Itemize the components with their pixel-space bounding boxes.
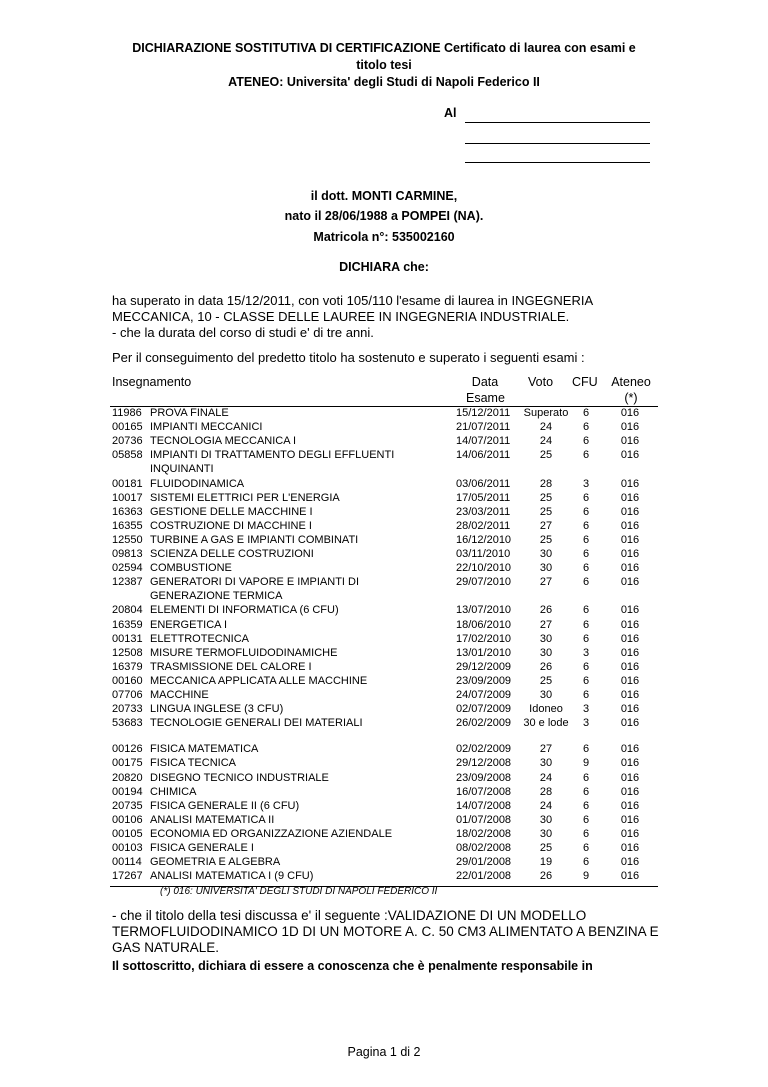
exam-voto: 28	[539, 477, 553, 490]
exam-code: 16379	[112, 660, 143, 673]
exam-cfu: 6	[582, 533, 590, 546]
table-row	[112, 448, 657, 462]
exam-date: 29/12/2008	[456, 757, 512, 770]
exam-code: 00160	[112, 674, 143, 687]
exam-name: ECONOMIA ED ORGANIZZAZIONE AZIENDALE	[150, 827, 393, 840]
col-cfu: CFU	[572, 375, 598, 389]
exam-voto: Idoneo	[529, 703, 563, 716]
exam-date: 22/01/2008	[456, 870, 512, 883]
exam-voto: 19	[539, 856, 553, 869]
recipient-line-1	[465, 122, 650, 123]
exam-voto: 30	[539, 548, 553, 560]
exam-ateneo: 016	[620, 562, 640, 575]
exam-ateneo: 016	[620, 435, 640, 448]
exam-name: FISICA TECNICA	[150, 757, 236, 770]
table-row	[112, 716, 657, 730]
exam-code: 12387	[112, 576, 143, 589]
exam-voto: 27	[539, 576, 553, 589]
exam-code: 20736	[112, 435, 143, 448]
exam-code: 00194	[112, 785, 143, 798]
exam-cfu: 6	[582, 674, 590, 687]
exam-cfu: 6	[582, 519, 590, 532]
exam-ateneo: 016	[620, 757, 640, 770]
table-row	[112, 660, 657, 674]
thesis-line-3: GAS NATURALE.	[112, 940, 220, 955]
recipient-line-3	[465, 162, 650, 163]
intro-paragraph	[112, 293, 672, 341]
table-row	[112, 799, 657, 813]
exam-name: TECNOLOGIA MECCANICA I	[150, 435, 297, 448]
exam-code: 00181	[112, 477, 143, 490]
exam-code: 17267	[112, 870, 143, 883]
exam-cfu: 3	[582, 717, 590, 730]
exam-voto: Superato	[523, 407, 569, 419]
table-row	[112, 869, 657, 883]
exam-date: 28/02/2011	[456, 519, 511, 532]
exam-code: 12508	[112, 646, 143, 659]
exam-name: GEOMETRIA E ALGEBRA	[150, 856, 281, 869]
exam-name: ELETTROTECNICA	[150, 632, 250, 645]
exam-date: 23/09/2008	[456, 771, 512, 784]
table-row	[112, 674, 657, 688]
exam-ateneo: 016	[620, 491, 640, 504]
exam-code: 00175	[112, 757, 143, 770]
intro-line-4: Per il conseguimento del predetto titolo ha sostenuto e superato i seguenti esami :	[112, 350, 585, 365]
exam-code: 16355	[112, 519, 143, 532]
thesis-line-2: TERMOFLUIDODINAMICO 1D DI UN MOTORE A. C. 50 CM3 ALIMENTATO A BENZINA E	[112, 924, 659, 939]
exam-code: 12550	[112, 533, 143, 546]
table-row	[112, 491, 657, 505]
exam-code: 20804	[112, 604, 143, 617]
exam-voto: 25	[539, 674, 553, 687]
exam-voto: 27	[539, 519, 553, 532]
exam-code: 09813	[112, 548, 143, 560]
exam-ateneo: 016	[620, 618, 640, 631]
title-line-1: DICHIARAZIONE SOSTITUTIVA DI CERTIFICAZIONE Certificato di laurea con esami e	[132, 41, 636, 55]
exam-cfu: 6	[582, 604, 590, 617]
exam-cfu: 6	[582, 491, 590, 504]
exam-name: TECNOLOGIE GENERALI DEI MATERIALI	[150, 717, 363, 730]
intro-line-1: ha superato in data 15/12/2011, con voti 105/110 l'esame di laurea in INGEGNERIA	[112, 293, 594, 308]
exam-name: ANALISI MATEMATICA I (9 CFU)	[150, 870, 314, 883]
exam-code: 10017	[112, 491, 143, 504]
table-row	[112, 827, 657, 841]
table-row	[112, 632, 657, 646]
table-footnote: (*) 016: UNIVERSITA' DEGLI STUDI DI NAPOLI FEDERICO II	[160, 886, 438, 897]
exam-ateneo: 016	[620, 519, 640, 532]
exam-date: 13/01/2010	[456, 646, 512, 659]
exam-cfu: 6	[582, 618, 590, 631]
exam-ateneo: 016	[620, 407, 640, 419]
exam-name: TURBINE A GAS E IMPIANTI COMBINATI	[150, 533, 359, 546]
exam-voto: 24	[539, 799, 553, 812]
table-row	[112, 813, 657, 827]
exam-cfu: 6	[582, 689, 590, 701]
exam-code: 02594	[112, 562, 143, 575]
exam-cfu: 6	[582, 827, 590, 840]
col-data-line-1: Data	[471, 375, 499, 389]
exam-code: 20735	[112, 799, 143, 812]
table-row	[112, 742, 657, 756]
exam-date: 29/07/2010	[456, 576, 512, 589]
table-row	[112, 603, 657, 617]
exam-name: FISICA MATEMATICA	[150, 743, 259, 756]
exam-cfu: 6	[582, 407, 590, 419]
exam-ateneo: 016	[620, 449, 640, 462]
thesis-line-1: - che il titolo della tesi discussa e' il seguente :VALIDAZIONE DI UN MODELLO	[112, 908, 587, 923]
exam-voto: 30	[539, 813, 553, 826]
exam-name: SCIENZA DELLE COSTRUZIONI	[150, 548, 314, 560]
exam-name: GESTIONE DELLE MACCHINE I	[150, 505, 313, 518]
exam-cfu: 3	[582, 703, 590, 716]
exam-ateneo: 016	[620, 421, 640, 434]
thesis-paragraph	[112, 908, 672, 956]
exam-voto: 30	[539, 827, 553, 840]
exam-cfu: 6	[582, 743, 590, 756]
exam-name: COMBUSTIONE	[150, 562, 232, 575]
exam-name: IMPIANTI MECCANICI	[150, 421, 263, 434]
recipient-line-2	[465, 143, 650, 144]
exam-date: 21/07/2011	[456, 421, 511, 434]
exam-voto: 25	[539, 505, 553, 518]
col-ateneo-line-2: (*)	[624, 391, 638, 405]
exam-name: CHIMICA	[150, 785, 197, 798]
exam-cfu: 6	[582, 548, 590, 560]
exam-voto: 25	[539, 533, 553, 546]
exam-ateneo: 016	[620, 856, 640, 869]
exam-code: 00105	[112, 827, 143, 840]
exam-ateneo: 016	[620, 785, 640, 798]
exam-date: 18/02/2008	[456, 827, 512, 840]
exam-ateneo: 016	[620, 632, 640, 645]
exam-voto: 26	[539, 870, 553, 883]
col-insegnamento: Insegnamento	[112, 375, 192, 389]
exam-date: 23/03/2011	[456, 505, 511, 518]
declaration-line: Il sottoscritto, dichiara di essere a conoscenza che è penalmente responsabile in	[112, 959, 593, 973]
exam-name-continued: GENERAZIONE TERMICA	[150, 590, 283, 603]
exam-name: MACCHINE	[150, 689, 209, 701]
exam-date: 29/01/2008	[456, 856, 512, 869]
exam-name: LINGUA INGLESE (3 CFU)	[150, 703, 284, 716]
exam-cfu: 6	[582, 421, 590, 434]
exam-date: 08/02/2008	[456, 842, 512, 854]
table-row	[112, 646, 657, 660]
exam-date: 16/12/2010	[456, 533, 512, 546]
table-row	[112, 420, 657, 434]
table-row	[112, 575, 657, 589]
person-name: il dott. MONTI CARMINE,	[310, 189, 458, 203]
exam-name: IMPIANTI DI TRATTAMENTO DEGLI EFFLUENTI	[150, 449, 395, 462]
table-row	[112, 547, 657, 561]
exam-date: 15/12/2011	[456, 407, 511, 419]
exam-ateneo: 016	[620, 477, 640, 490]
exam-voto: 30	[539, 646, 553, 659]
exam-date: 03/11/2010	[456, 548, 511, 560]
exam-code: 16363	[112, 505, 143, 518]
exam-cfu: 6	[582, 632, 590, 645]
col-ateneo	[608, 374, 654, 406]
exam-cfu: 3	[582, 646, 590, 659]
exam-voto: 27	[539, 618, 553, 631]
exam-date: 02/07/2009	[456, 703, 512, 716]
exam-date: 16/07/2008	[456, 785, 512, 798]
exam-ateneo: 016	[620, 689, 640, 701]
exam-ateneo: 016	[620, 604, 640, 617]
exam-voto: 30	[539, 689, 553, 701]
table-row	[112, 533, 657, 547]
exam-name: FISICA GENERALE II (6 CFU)	[150, 799, 300, 812]
table-row	[112, 505, 657, 519]
exam-date: 14/06/2011	[456, 449, 511, 462]
exam-date: 02/02/2009	[456, 743, 512, 756]
exam-voto: 24	[539, 771, 553, 784]
intro-line-3: - che la durata del corso di studi e' di tre anni.	[112, 325, 374, 340]
table-row	[112, 702, 657, 716]
table-row	[112, 785, 657, 799]
exam-voto: 26	[539, 660, 553, 673]
exam-ateneo: 016	[620, 505, 640, 518]
exam-name: ENERGETICA I	[150, 618, 228, 631]
exam-code: 20733	[112, 703, 143, 716]
exam-ateneo: 016	[620, 799, 640, 812]
exam-voto: 25	[539, 491, 553, 504]
exam-code: 07706	[112, 689, 143, 701]
exam-name: TRASMISSIONE DEL CALORE I	[150, 660, 312, 673]
table-row	[112, 756, 657, 770]
exam-cfu: 6	[582, 660, 590, 673]
exam-name: ELEMENTI DI INFORMATICA (6 CFU)	[150, 604, 339, 617]
exam-voto: 30	[539, 757, 553, 770]
exam-name: PROVA FINALE	[150, 407, 229, 419]
exam-date: 13/07/2010	[456, 604, 512, 617]
exam-name: DISEGNO TECNICO INDUSTRIALE	[150, 771, 329, 784]
exam-voto: 30	[539, 632, 553, 645]
col-data	[466, 374, 504, 406]
exam-name-continued: INQUINANTI	[150, 463, 214, 476]
title-line-3: ATENEO: Universita' degli Studi di Napoli Federico II	[228, 75, 540, 89]
col-data-line-2: Esame	[466, 391, 505, 405]
person-birth: nato il 28/06/1988 a POMPEI (NA).	[284, 209, 484, 223]
table-row	[112, 618, 657, 632]
exam-code: 00165	[112, 421, 143, 434]
table-row	[112, 434, 657, 448]
exam-voto: 24	[539, 421, 553, 434]
exam-ateneo: 016	[620, 870, 640, 883]
exam-voto: 30 e lode	[523, 717, 569, 730]
exam-ateneo: 016	[620, 576, 640, 589]
exam-cfu: 6	[582, 856, 590, 869]
exam-date: 14/07/2011	[456, 435, 511, 448]
exam-cfu: 3	[582, 477, 590, 490]
intro-line-2: MECCANICA, 10 - CLASSE DELLE LAUREE IN INGEGNERIA INDUSTRIALE.	[112, 309, 570, 324]
exam-voto: 25	[539, 449, 553, 462]
exam-ateneo: 016	[620, 771, 640, 784]
exam-ateneo: 016	[620, 674, 640, 687]
exam-ateneo: 016	[620, 842, 640, 854]
exam-voto: 26	[539, 604, 553, 617]
exam-date: 17/05/2011	[456, 491, 511, 504]
exam-cfu: 6	[582, 435, 590, 448]
exam-name: FLUIDODINAMICA	[150, 477, 245, 490]
exam-name: FISICA GENERALE I	[150, 842, 254, 854]
exam-code: 00103	[112, 842, 143, 854]
col-ateneo-line-1: Ateneo	[611, 375, 651, 389]
document-title	[110, 40, 658, 91]
exam-cfu: 6	[582, 449, 590, 462]
exam-date: 18/06/2010	[456, 618, 512, 631]
col-voto: Voto	[528, 375, 554, 389]
person-matricola: Matricola n°: 535002160	[313, 230, 455, 244]
exam-cfu: 6	[582, 813, 590, 826]
exam-name: GENERATORI DI VAPORE E IMPIANTI DI	[150, 576, 360, 589]
exam-ateneo: 016	[620, 717, 640, 730]
table-row	[112, 406, 657, 420]
exam-code: 16359	[112, 618, 143, 631]
table-row	[112, 477, 657, 491]
exam-date: 01/07/2008	[456, 813, 512, 826]
exam-ateneo: 016	[620, 660, 640, 673]
exam-ateneo: 016	[620, 703, 640, 716]
exam-ateneo: 016	[620, 743, 640, 756]
exam-code: 20820	[112, 771, 143, 784]
exam-code: 53683	[112, 717, 143, 730]
table-row	[112, 688, 657, 702]
exam-name: MISURE TERMOFLUIDODINAMICHE	[150, 646, 338, 659]
exam-date: 17/02/2010	[456, 632, 512, 645]
exam-name: SISTEMI ELETTRICI PER L'ENERGIA	[150, 491, 340, 504]
declares-heading: DICHIARA che:	[339, 260, 429, 274]
exam-date: 26/02/2009	[456, 717, 512, 730]
exam-cfu: 9	[582, 757, 590, 770]
exam-code: 00126	[112, 743, 143, 756]
exam-date: 29/12/2009	[456, 660, 512, 673]
exam-cfu: 6	[582, 505, 590, 518]
exam-cfu: 6	[582, 562, 590, 575]
exam-date: 22/10/2010	[456, 562, 512, 575]
exam-cfu: 6	[582, 771, 590, 784]
exam-code: 00106	[112, 813, 143, 826]
exam-cfu: 9	[582, 870, 590, 883]
exam-name: MECCANICA APPLICATA ALLE MACCHINE	[150, 674, 368, 687]
exam-voto: 24	[539, 435, 553, 448]
exam-ateneo: 016	[620, 813, 640, 826]
exam-cfu: 6	[582, 785, 590, 798]
exam-date: 03/06/2011	[456, 477, 511, 490]
exam-ateneo: 016	[620, 533, 640, 546]
exam-cfu: 6	[582, 842, 590, 854]
page-number: Pagina 1 di 2	[347, 1045, 421, 1059]
exam-name: COSTRUZIONE DI MACCHINE I	[150, 519, 312, 532]
exam-voto: 27	[539, 743, 553, 756]
recipient-label: Al	[444, 106, 457, 120]
table-row	[112, 771, 657, 785]
exam-ateneo: 016	[620, 548, 640, 560]
exam-ateneo: 016	[620, 646, 640, 659]
exam-code: 11986	[112, 407, 142, 419]
exam-voto: 25	[539, 842, 553, 854]
title-line-2: titolo tesi	[356, 58, 412, 72]
exam-date: 14/07/2008	[456, 799, 512, 812]
exam-date: 24/07/2009	[456, 689, 512, 701]
exam-date: 23/09/2009	[456, 674, 512, 687]
exam-code: 05858	[112, 449, 143, 462]
exam-code: 00114	[112, 856, 142, 869]
exam-ateneo: 016	[620, 827, 640, 840]
table-row	[112, 519, 657, 533]
exam-name: ANALISI MATEMATICA II	[150, 813, 275, 826]
table-row	[112, 561, 657, 575]
exam-cfu: 6	[582, 799, 590, 812]
table-row	[112, 841, 657, 855]
exam-voto: 30	[539, 562, 553, 575]
exam-cfu: 6	[582, 576, 590, 589]
exam-code: 00131	[112, 632, 143, 645]
exam-voto: 28	[539, 785, 553, 798]
table-row	[112, 855, 657, 869]
